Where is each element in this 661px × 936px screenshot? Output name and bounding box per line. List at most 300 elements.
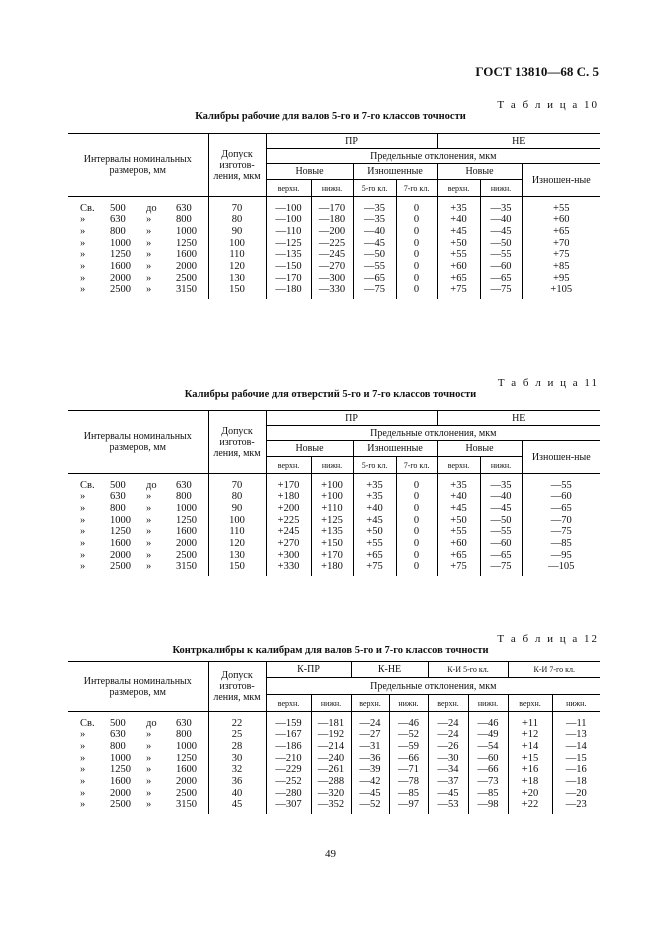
interval-part: »: [146, 249, 152, 261]
deviation-cell: +55: [353, 538, 396, 550]
deviation-cell: +300: [266, 550, 311, 562]
deviation-cell: —35: [353, 203, 396, 215]
tolerance-cell: 110: [208, 526, 266, 538]
deviation-cell: +40: [437, 214, 480, 226]
interval-cell: [68, 741, 208, 753]
interval-part: 1600: [110, 776, 131, 788]
worn-header: Изношенные: [353, 441, 437, 457]
deviation-cell: —320: [311, 788, 351, 800]
interval-part: »: [146, 538, 152, 550]
interval-cell: [68, 764, 208, 776]
deviation-cell: —105: [522, 561, 600, 573]
table-row: [68, 538, 600, 550]
interval-part: 1250: [110, 526, 131, 538]
deviation-cell: +15: [508, 753, 552, 765]
table-row: [68, 561, 600, 573]
page-number: 49: [325, 848, 336, 860]
tolerance-cell: 32: [208, 764, 266, 776]
interval-part: 800: [176, 491, 192, 503]
interval-part: 2000: [176, 538, 197, 550]
interval-part: 1250: [110, 249, 131, 261]
lower-header: нижн.: [311, 180, 353, 197]
interval-part: »: [80, 740, 86, 752]
interval-part: 500: [110, 717, 126, 729]
interval-part: »: [80, 752, 86, 764]
deviation-cell: —42: [351, 776, 389, 788]
worn-header: Изношен-ные: [522, 441, 600, 474]
deviation-cell: —78: [389, 776, 428, 788]
interval-part: 1600: [110, 538, 131, 550]
upper-header: верхн.: [266, 695, 311, 712]
deviation-cell: —288: [311, 776, 351, 788]
deviation-cell: —45: [480, 226, 522, 238]
interval-part: 2500: [110, 799, 131, 811]
deviation-cell: —39: [351, 764, 389, 776]
deviation-cell: 0: [396, 273, 437, 285]
counter-wear5-header: К-И 5-го кл.: [428, 662, 508, 678]
deviation-cell: +70: [522, 238, 600, 250]
table-row: [68, 249, 600, 261]
deviation-cell: —18: [552, 776, 600, 788]
upper-header: верхн.: [351, 695, 389, 712]
interval-part: »: [80, 799, 86, 811]
table-row: [68, 729, 600, 741]
tolerance-cell: 100: [208, 238, 266, 250]
deviation-cell: 0: [396, 480, 437, 492]
deviation-cell: —97: [389, 799, 428, 811]
interval-part: 3150: [176, 284, 197, 296]
deviation-cell: —23: [552, 799, 600, 811]
interval-part: »: [146, 740, 152, 752]
interval-part: »: [80, 514, 86, 526]
table-row: [68, 226, 600, 238]
interval-part: 800: [110, 502, 126, 514]
deviation-cell: +35: [353, 480, 396, 492]
table-row: [68, 764, 600, 776]
upper-header: верхн.: [428, 695, 468, 712]
table-row: [68, 776, 600, 788]
table-row: [68, 550, 600, 562]
deviation-cell: —37: [428, 776, 468, 788]
interval-cell: [68, 226, 208, 238]
deviation-cell: —60: [522, 491, 600, 503]
deviation-cell: 0: [396, 526, 437, 538]
interval-part: 800: [110, 225, 126, 237]
deviation-cell: —45: [428, 788, 468, 800]
tolerance-cell: 45: [208, 799, 266, 811]
deviation-cell: —46: [468, 718, 508, 730]
deviation-cell: —50: [480, 515, 522, 527]
interval-part: »: [80, 249, 86, 261]
deviation-cell: +35: [437, 203, 480, 215]
deviation-cell: +55: [522, 203, 600, 215]
tolerance-cell: 90: [208, 226, 266, 238]
deviation-cell: —45: [351, 788, 389, 800]
deviation-cell: —135: [266, 249, 311, 261]
deviation-cell: —55: [353, 261, 396, 273]
deviation-cell: +65: [522, 226, 600, 238]
interval-part: 630: [110, 491, 126, 503]
upper-header: верхн.: [266, 457, 311, 474]
deviation-cell: —16: [552, 764, 600, 776]
deviation-cell: —46: [389, 718, 428, 730]
interval-part: 630: [110, 729, 126, 741]
lower-header: нижн.: [480, 180, 522, 197]
deviation-cell: 0: [396, 226, 437, 238]
deviation-cell: +12: [508, 729, 552, 741]
table-row: [68, 718, 600, 730]
deviation-cell: —36: [351, 753, 389, 765]
deviation-cell: +170: [266, 480, 311, 492]
deviation-cell: 0: [396, 561, 437, 573]
tolerance-cell: 80: [208, 491, 266, 503]
interval-part: 2500: [176, 549, 197, 561]
deviation-cell: —35: [480, 203, 522, 215]
nogo-header: НЕ: [437, 134, 600, 149]
deviation-cell: —31: [351, 741, 389, 753]
interval-part: »: [80, 491, 86, 503]
deviation-cell: —66: [389, 753, 428, 765]
interval-cell: [68, 284, 208, 296]
interval-part: »: [80, 214, 86, 226]
table-row: [68, 203, 600, 215]
deviation-cell: —210: [266, 753, 311, 765]
tolerance-cell: 80: [208, 214, 266, 226]
deviation-cell: —75: [480, 561, 522, 573]
interval-cell: [68, 776, 208, 788]
deviation-cell: —35: [480, 480, 522, 492]
deviation-cell: +75: [437, 561, 480, 573]
deviation-cell: +60: [437, 261, 480, 273]
tolerance-cell: 25: [208, 729, 266, 741]
deviation-cell: —73: [468, 776, 508, 788]
interval-part: до: [146, 717, 157, 729]
deviation-cell: —252: [266, 776, 311, 788]
deviation-cell: —170: [266, 273, 311, 285]
interval-part: »: [146, 261, 152, 273]
deviation-cell: +35: [353, 491, 396, 503]
interval-cell: [68, 729, 208, 741]
interval-part: 2000: [176, 261, 197, 273]
deviation-cell: +85: [522, 261, 600, 273]
worn-header: Изношенные: [353, 164, 437, 180]
table-row: [68, 503, 600, 515]
deviation-cell: —40: [480, 214, 522, 226]
deviation-cell: +170: [311, 550, 353, 562]
table-row: [68, 261, 600, 273]
deviations-header: Предельные отклонения, мкм: [266, 149, 600, 164]
table-row: [68, 753, 600, 765]
deviation-cell: —40: [480, 491, 522, 503]
interval-part: 1600: [110, 261, 131, 273]
deviation-cell: +20: [508, 788, 552, 800]
interval-cell: [68, 238, 208, 250]
interval-cell: [68, 480, 208, 492]
interval-part: 2500: [176, 272, 197, 284]
deviation-cell: —180: [311, 214, 353, 226]
deviation-cell: —100: [266, 214, 311, 226]
deviation-cell: —65: [353, 273, 396, 285]
deviation-cell: —95: [522, 550, 600, 562]
table-number: Т а б л и ц а 10: [497, 99, 599, 111]
deviation-cell: +50: [437, 238, 480, 250]
interval-cell: [68, 788, 208, 800]
interval-part: »: [146, 514, 152, 526]
interval-cell: [68, 561, 208, 573]
deviation-cell: —85: [389, 788, 428, 800]
interval-part: Св.: [80, 202, 95, 214]
table-row: [68, 799, 600, 811]
interval-header: Интервалы номинальных размеров, мм: [68, 662, 208, 712]
deviation-cell: —71: [389, 764, 428, 776]
deviation-cell: —45: [480, 503, 522, 515]
deviation-cell: +110: [311, 503, 353, 515]
deviation-cell: —270: [311, 261, 353, 273]
interval-part: 1250: [110, 764, 131, 776]
interval-part: »: [80, 272, 86, 284]
go-header: ПР: [266, 134, 437, 149]
deviation-cell: —186: [266, 741, 311, 753]
deviation-cell: +150: [311, 538, 353, 550]
deviation-cell: —167: [266, 729, 311, 741]
interval-part: 1250: [176, 752, 197, 764]
gauge-table: [68, 410, 600, 576]
interval-cell: [68, 249, 208, 261]
interval-part: »: [146, 526, 152, 538]
deviation-cell: —300: [311, 273, 353, 285]
lower-header: нижн.: [311, 457, 353, 474]
deviation-cell: +50: [353, 526, 396, 538]
interval-part: 2000: [110, 787, 131, 799]
interval-part: »: [146, 776, 152, 788]
deviation-cell: 0: [396, 261, 437, 273]
interval-part: 630: [110, 214, 126, 226]
deviation-cell: —245: [311, 249, 353, 261]
lower-header: нижн.: [389, 695, 428, 712]
tolerance-cell: 150: [208, 284, 266, 296]
deviation-cell: —200: [311, 226, 353, 238]
nogo-header: НЕ: [437, 411, 600, 426]
tolerance-cell: 40: [208, 788, 266, 800]
deviation-cell: —280: [266, 788, 311, 800]
interval-part: »: [80, 729, 86, 741]
deviation-cell: —20: [552, 788, 600, 800]
deviation-cell: —75: [353, 284, 396, 296]
table-caption: Калибры рабочие для отверстий 5-го и 7-го классов точности: [184, 389, 477, 400]
deviation-cell: +45: [353, 515, 396, 527]
deviation-cell: —240: [311, 753, 351, 765]
deviation-cell: +14: [508, 741, 552, 753]
tolerance-cell: 120: [208, 538, 266, 550]
deviation-cell: —261: [311, 764, 351, 776]
deviation-cell: —24: [428, 729, 468, 741]
interval-part: 1600: [176, 249, 197, 261]
deviation-cell: —75: [480, 284, 522, 296]
interval-part: »: [80, 561, 86, 573]
deviation-cell: +75: [522, 249, 600, 261]
interval-part: 1000: [110, 514, 131, 526]
deviation-cell: +40: [353, 503, 396, 515]
deviation-cell: +245: [266, 526, 311, 538]
deviation-cell: —30: [428, 753, 468, 765]
worn-header: Изношен-ные: [522, 164, 600, 197]
upper-header: верхн.: [437, 457, 480, 474]
deviation-cell: —65: [522, 503, 600, 515]
tolerance-cell: 100: [208, 515, 266, 527]
deviation-cell: +100: [311, 480, 353, 492]
deviation-cell: —100: [266, 203, 311, 215]
deviation-cell: 0: [396, 491, 437, 503]
interval-part: »: [146, 214, 152, 226]
table-number: Т а б л и ц а 12: [497, 633, 599, 645]
deviation-cell: —65: [480, 273, 522, 285]
deviation-cell: —50: [480, 238, 522, 250]
tolerance-cell: 70: [208, 203, 266, 215]
deviation-cell: —159: [266, 718, 311, 730]
interval-cell: [68, 538, 208, 550]
deviation-cell: +95: [522, 273, 600, 285]
deviation-cell: +35: [437, 480, 480, 492]
interval-cell: [68, 550, 208, 562]
deviation-cell: —50: [353, 249, 396, 261]
table-row: [68, 741, 600, 753]
deviation-cell: —59: [389, 741, 428, 753]
deviation-cell: 0: [396, 538, 437, 550]
deviation-cell: —55: [522, 480, 600, 492]
interval-part: 500: [110, 479, 126, 491]
interval-part: 2000: [176, 776, 197, 788]
interval-part: 2500: [176, 787, 197, 799]
tolerance-cell: 110: [208, 249, 266, 261]
table-row: [68, 284, 600, 296]
new-header: Новые: [266, 164, 353, 180]
interval-cell: [68, 214, 208, 226]
interval-part: »: [146, 502, 152, 514]
lower-header: нижн.: [552, 695, 600, 712]
interval-part: Св.: [80, 717, 95, 729]
interval-cell: [68, 718, 208, 730]
table-row: [68, 491, 600, 503]
new-header: Новые: [266, 441, 353, 457]
interval-part: 3150: [176, 561, 197, 573]
deviation-cell: +135: [311, 526, 353, 538]
deviation-cell: —214: [311, 741, 351, 753]
deviation-cell: +65: [437, 550, 480, 562]
interval-part: 1000: [110, 752, 131, 764]
deviation-cell: +55: [437, 249, 480, 261]
counter-nogo-header: К-НЕ: [351, 662, 428, 678]
deviation-cell: —180: [266, 284, 311, 296]
deviation-cell: —352: [311, 799, 351, 811]
deviation-cell: —26: [428, 741, 468, 753]
deviation-cell: —60: [468, 753, 508, 765]
go-header: ПР: [266, 411, 437, 426]
interval-part: »: [80, 526, 86, 538]
counter-wear7-header: К-И 7-го кл.: [508, 662, 600, 678]
deviation-cell: —192: [311, 729, 351, 741]
interval-part: Св.: [80, 479, 95, 491]
interval-part: »: [80, 787, 86, 799]
upper-header: верхн.: [266, 180, 311, 197]
tolerance-cell: 70: [208, 480, 266, 492]
deviation-cell: +270: [266, 538, 311, 550]
new-header: Новые: [437, 441, 522, 457]
table-caption: Контркалибры к калибрам для валов 5-го и 7-го классов точности: [172, 645, 489, 656]
deviation-cell: —24: [428, 718, 468, 730]
deviation-cell: —24: [351, 718, 389, 730]
deviation-cell: —55: [480, 526, 522, 538]
deviation-cell: 0: [396, 503, 437, 515]
interval-part: »: [146, 491, 152, 503]
deviation-cell: 0: [396, 238, 437, 250]
deviation-cell: —75: [522, 526, 600, 538]
interval-part: »: [80, 225, 86, 237]
tolerance-cell: 36: [208, 776, 266, 788]
table-row: [68, 526, 600, 538]
deviation-cell: +75: [353, 561, 396, 573]
interval-part: 1000: [176, 502, 197, 514]
interval-part: 800: [110, 740, 126, 752]
tolerance-cell: 28: [208, 741, 266, 753]
interval-part: 800: [176, 214, 192, 226]
deviation-cell: —52: [389, 729, 428, 741]
counter-go-header: К-ПР: [266, 662, 351, 678]
interval-part: »: [146, 561, 152, 573]
deviation-cell: —150: [266, 261, 311, 273]
interval-part: »: [146, 272, 152, 284]
deviation-cell: —52: [351, 799, 389, 811]
interval-part: »: [146, 787, 152, 799]
deviation-cell: —330: [311, 284, 353, 296]
interval-part: »: [80, 284, 86, 296]
deviation-cell: —49: [468, 729, 508, 741]
interval-part: »: [80, 549, 86, 561]
tolerance-cell: 90: [208, 503, 266, 515]
deviation-cell: +16: [508, 764, 552, 776]
deviation-cell: +75: [437, 284, 480, 296]
interval-cell: [68, 203, 208, 215]
interval-part: 1250: [176, 514, 197, 526]
interval-part: »: [80, 502, 86, 514]
deviation-cell: —181: [311, 718, 351, 730]
interval-part: 1000: [176, 740, 197, 752]
deviation-cell: —225: [311, 238, 353, 250]
interval-cell: [68, 753, 208, 765]
deviation-cell: —65: [480, 550, 522, 562]
deviation-cell: +65: [353, 550, 396, 562]
deviation-cell: +50: [437, 515, 480, 527]
class5-header: 5-го кл.: [353, 180, 396, 197]
deviation-cell: —125: [266, 238, 311, 250]
interval-part: 2500: [110, 561, 131, 573]
interval-part: »: [146, 237, 152, 249]
deviation-cell: +45: [437, 226, 480, 238]
deviation-cell: —85: [522, 538, 600, 550]
table-number: Т а б л и ц а 11: [497, 377, 599, 389]
interval-part: »: [80, 776, 86, 788]
upper-header: верхн.: [508, 695, 552, 712]
deviation-cell: +40: [437, 491, 480, 503]
deviation-cell: 0: [396, 550, 437, 562]
interval-cell: [68, 273, 208, 285]
interval-part: 1600: [176, 526, 197, 538]
tolerance-cell: 120: [208, 261, 266, 273]
interval-part: »: [146, 225, 152, 237]
interval-part: 2000: [110, 549, 131, 561]
table-row: [68, 480, 600, 492]
interval-part: 630: [176, 717, 192, 729]
deviation-cell: +225: [266, 515, 311, 527]
